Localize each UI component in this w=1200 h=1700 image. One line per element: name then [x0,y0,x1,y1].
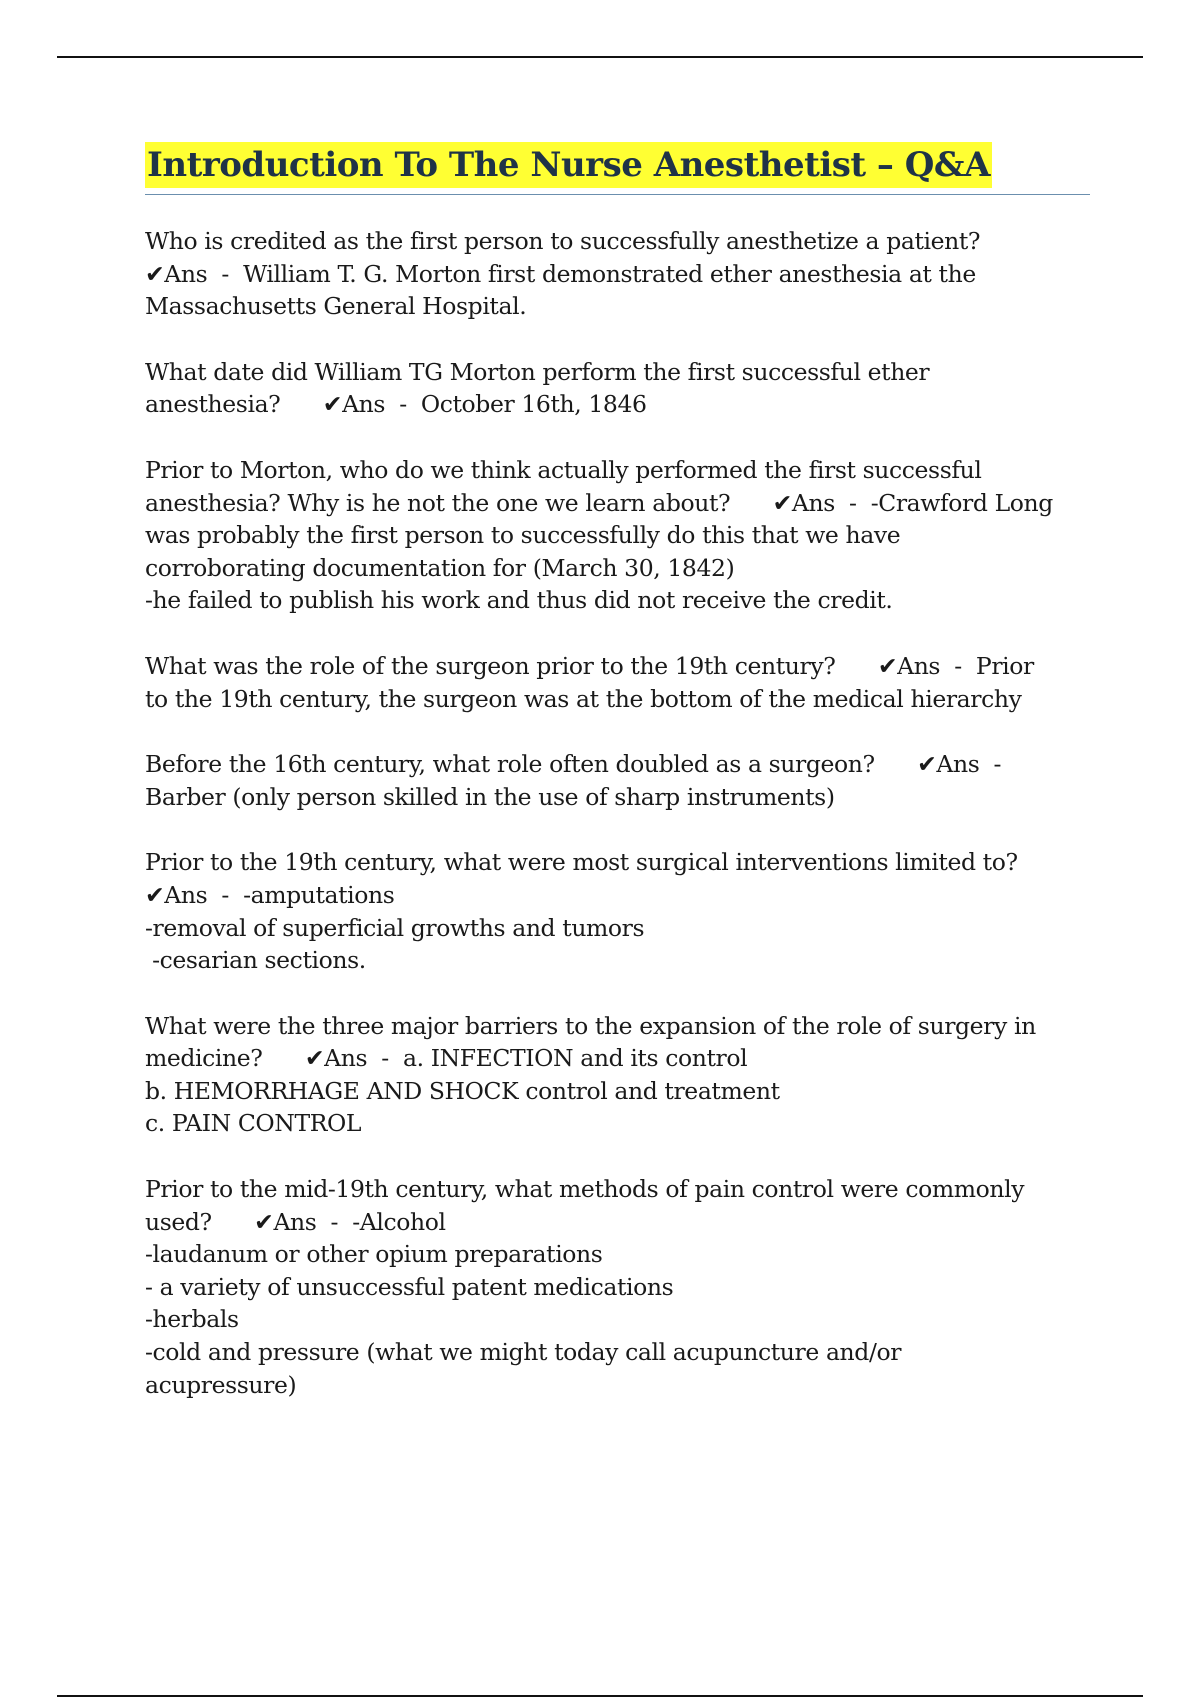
title-block [145,142,1090,195]
qa-line: -he failed to publish his work and thus did not receive the credit. [145,586,893,615]
qa-item [145,846,1090,976]
qa-line: ✔Ans - William T. G. Morton first demonstrated ether anesthesia at the [145,259,976,288]
qa-line: -cesarian sections. [145,946,366,975]
qa-line: c. PAIN CONTROL [145,1109,362,1138]
document-title: Introduction To The Nurse Anesthetist – Q&A [145,142,992,188]
qa-line: Prior to Morton, who do we think actually performed the first successful [145,455,982,484]
qa-line: anesthesia? Why is he not the one we learn about? ✔Ans - -Crawford Long [145,488,1053,517]
qa-line: What date did William TG Morton perform the first successful ether [145,357,930,386]
qa-line: Who is credited as the first person to successfully anesthetize a patient? [145,227,981,255]
qa-line: -cold and pressure (what we might today call acupuncture and/or [145,1338,902,1367]
document-body [145,142,1090,1434]
qa-line: ✔Ans - -amputations [145,880,395,909]
qa-item [145,650,1090,715]
qa-line: b. HEMORRHAGE AND SHOCK control and treatment [145,1076,780,1105]
qa-item [145,1010,1090,1140]
qa-line: -removal of superficial growths and tumors [145,913,645,942]
page-top-rule [57,56,1143,58]
qa-line: -laudanum or other opium preparations [145,1240,603,1269]
page-bottom-rule [57,1695,1143,1697]
qa-item [145,1173,1090,1401]
qa-line: used? ✔Ans - -Alcohol [145,1207,446,1236]
qa-line: - a variety of unsuccessful patent medications [145,1272,674,1301]
qa-item [145,356,1090,421]
qa-line: What were the three major barriers to the expansion of the role of surgery in [145,1011,1036,1040]
qa-line: Before the 16th century, what role often doubled as a surgeon? ✔Ans - [145,750,1002,779]
qa-item [145,748,1090,813]
qa-line: anesthesia? ✔Ans - October 16th, 1846 [145,390,647,419]
qa-line: medicine? ✔Ans - a. INFECTION and its control [145,1044,748,1073]
qa-line: Prior to the mid-19th century, what methods of pain control were commonly [145,1175,1025,1204]
qa-line: acupressure) [145,1370,297,1399]
qa-line: was probably the first person to successfully do this that we have [145,521,901,550]
qa-line: Massachusetts General Hospital. [145,292,527,321]
qa-item [145,454,1090,617]
qa-line: -herbals [145,1305,239,1334]
qa-line: corroborating documentation for (March 30, 1842) [145,553,735,582]
qa-item [145,225,1090,323]
qa-list [145,225,1090,1401]
qa-line: Prior to the 19th century, what were most surgical interventions limited to? [145,848,1018,877]
qa-line: to the 19th century, the surgeon was at the bottom of the medical hierarchy [145,684,1022,713]
qa-line: Barber (only person skilled in the use of sharp instruments) [145,782,835,811]
qa-line: What was the role of the surgeon prior to the 19th century? ✔Ans - Prior [145,651,1034,680]
